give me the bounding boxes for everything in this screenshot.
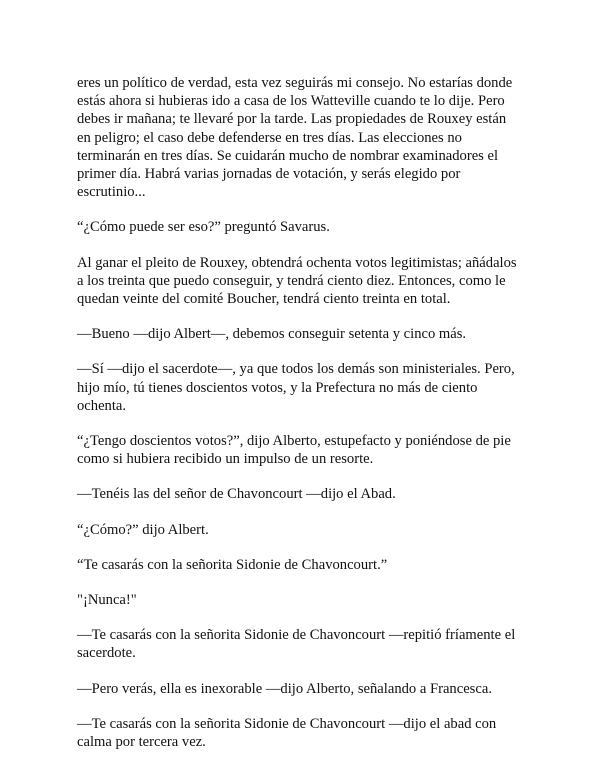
paragraph: —Sí —dijo el sacerdote—, ya que todos los demás son ministeriales. Pero, hijo mío, tú tienes doscientos votos, y la Prefectura no más de ciento ochenta. bbox=[77, 361, 515, 414]
paragraph: —Tenéis las del señor de Chavoncourt —dijo el Abad. bbox=[77, 486, 396, 503]
paragraph: —Te casarás con la señorita Sidonie de Chavoncourt —repitió fríamente el sacerdote. bbox=[77, 627, 516, 662]
paragraph: “¿Cómo?” dijo Albert. bbox=[77, 521, 209, 538]
paragraph: —Te casarás con la señorita Sidonie de Chavoncourt —dijo el abad con calma por tercera vez. bbox=[77, 715, 497, 751]
paragraph: “¿Cómo puede ser eso?” preguntó Savarus. bbox=[77, 219, 330, 236]
paragraph: —Pero verás, ella es inexorable —dijo Alberto, señalando a Francesca. bbox=[77, 680, 492, 697]
paragraph: —Bueno —dijo Albert—, debemos conseguir setenta y cinco más. bbox=[77, 326, 467, 343]
paragraph: “Te casarás con la señorita Sidonie de Chavoncourt.” bbox=[77, 556, 388, 573]
paragraph: "¡Nunca!" bbox=[77, 592, 137, 609]
paragraph: “¿Tengo doscientos votos?”, dijo Alberto, estupefacto y poniéndose de pie como si hubiera recibido un impulso de un resorte. bbox=[77, 433, 511, 468]
paragraph: Al ganar el pleito de Rouxey, obtendrá ochenta votos legitimistas; añádalos a los treinta que puedo conseguir, y tendrá ciento diez. Entonces, como le quedan veinte del comité Boucher, tendrá ciento treinta en total. bbox=[77, 254, 517, 308]
paragraph: eres un político de verdad, esta vez seguirás mi consejo. No estarías donde estás ahora si hubieras ido a casa de los Watteville cuando te lo dije. Pero debes ir mañana; te llevaré por la tarde. Las propiedades de Rouxey están en peligro; el caso debe defenderse en tres días. Las elecciones no terminarán en tres días. Se cuidarán mucho de nombrar examinadores el primer día. Habrá varias jornadas de votación, y serás elegido por escrutinio... bbox=[77, 75, 513, 201]
